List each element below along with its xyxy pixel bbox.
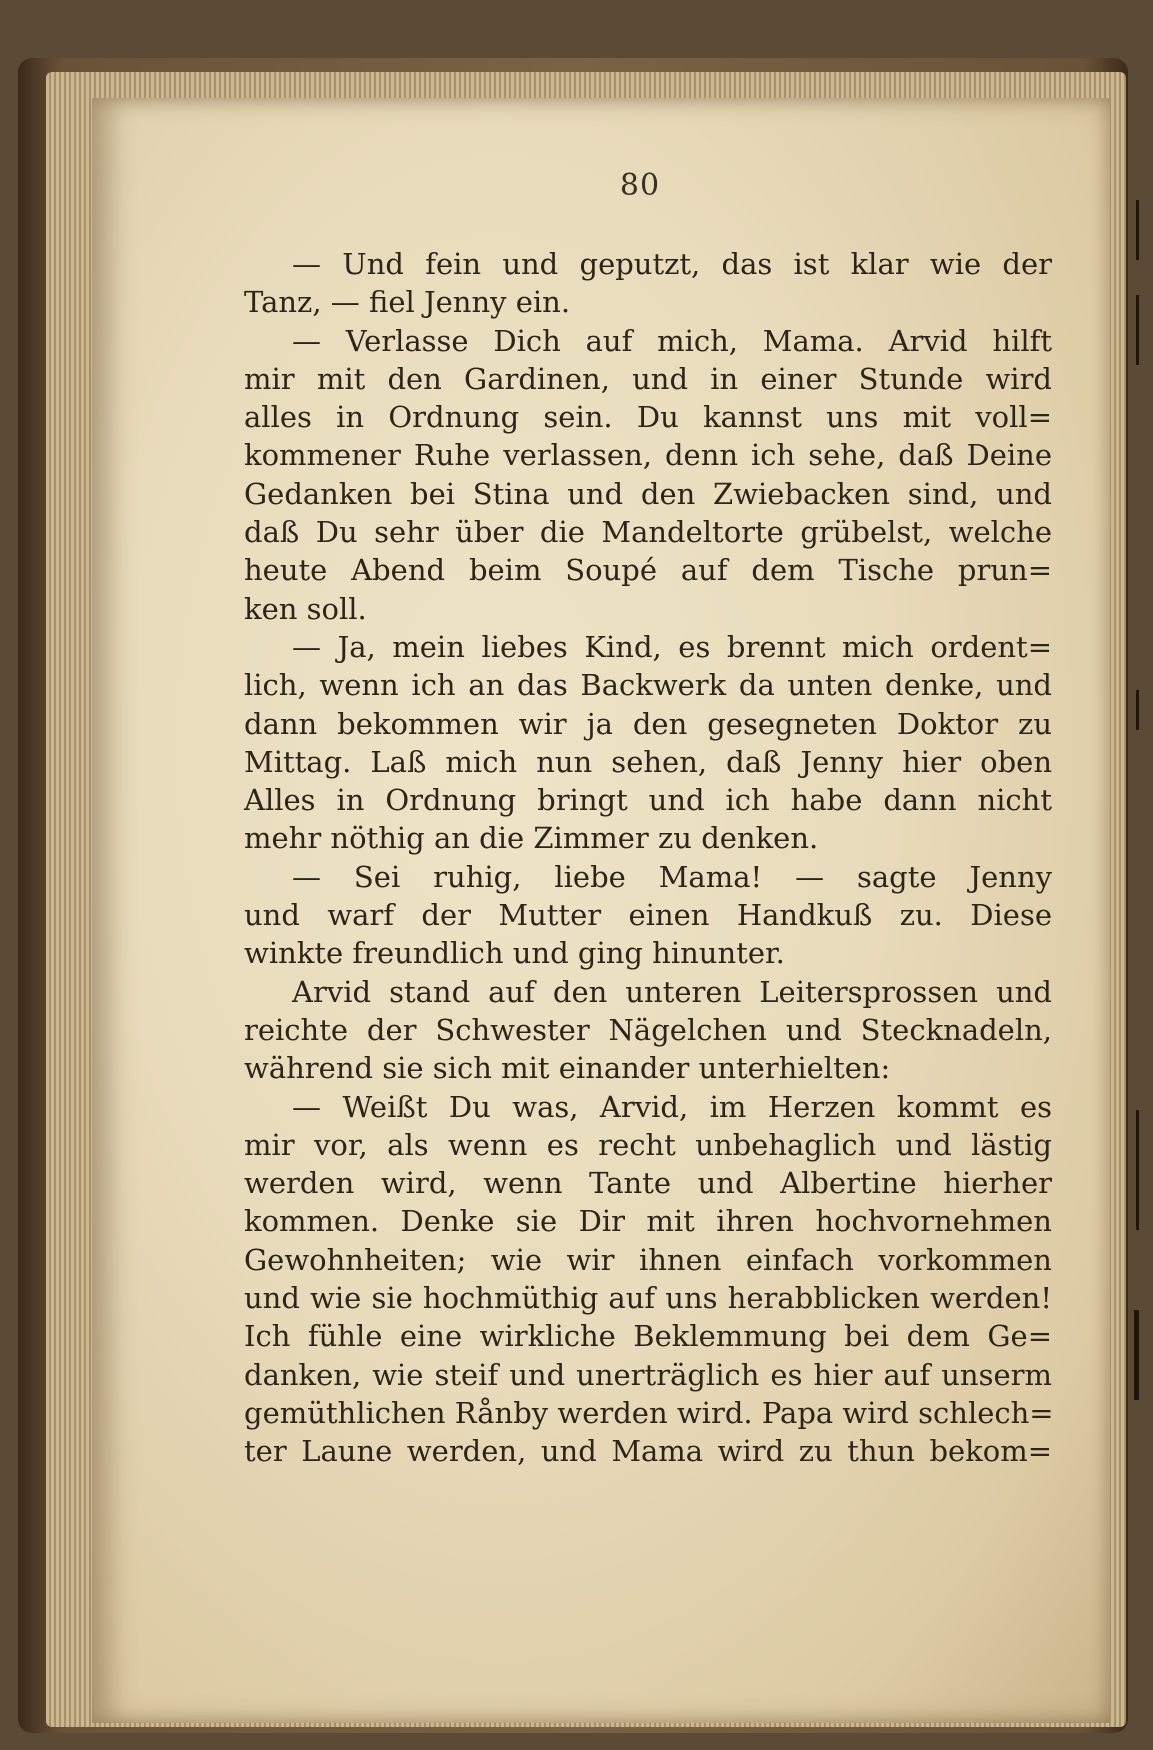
page-number: 80 xyxy=(619,168,661,203)
text-line: daß Du sehr über die Mandeltorte grübelst, welche xyxy=(244,515,1052,550)
text-line: mir vor, als wenn es recht unbehaglich und lästig xyxy=(244,1127,1052,1162)
text-line: während sie sich mit einander unterhielten: xyxy=(244,1051,891,1086)
edge-mark xyxy=(1136,690,1139,730)
text-line: — Und fein und geputzt, das ist klar wie der xyxy=(292,247,1052,281)
text-line: reichte der Schwester Nägelchen und Stecknadeln, xyxy=(244,1012,1052,1047)
text-line: — Weißt Du was, Arvid, im Herzen kommt es xyxy=(292,1089,1052,1124)
text-line: Alles in Ordnung bringt und ich habe dann nicht xyxy=(244,783,1052,818)
text-line: mehr nöthig an die Zimmer zu denken. xyxy=(244,821,819,856)
text-line: gemüthlichen Rånby werden wird. Papa wird schlech= xyxy=(244,1395,1054,1430)
text-line: alles in Ordnung sein. Du kannst uns mit voll= xyxy=(244,400,1052,435)
text-line: Gewohnheiten; wie wir ihnen einfach vorkommen xyxy=(244,1242,1052,1277)
text-line: und wie sie hochmüthig auf uns herabblicken werden! xyxy=(244,1281,1052,1316)
text-line: ken soll. xyxy=(244,591,367,626)
text-line: kommen. Denke sie Dir mit ihren hochvornehmen xyxy=(244,1204,1052,1239)
text-line: mir mit den Gardinen, und in einer Stunde wird xyxy=(244,361,1052,396)
edge-mark xyxy=(1136,200,1139,260)
text-line: ter Laune werden, und Mama wird zu thun bekom= xyxy=(244,1434,1052,1469)
edge-mark xyxy=(1134,1310,1139,1400)
text-line: Ich fühle eine wirkliche Beklemmung bei dem Ge= xyxy=(244,1319,1052,1354)
text-line: kommener Ruhe verlassen, denn ich sehe, daß Deine xyxy=(244,438,1052,473)
text-line: danken, wie steif und unerträglich es hier auf unserm xyxy=(244,1357,1052,1392)
text-line: — Verlasse Dich auf mich, Mama. Arvid hilft xyxy=(292,323,1052,358)
text-line: und warf der Mutter einen Handkuß zu. Diese xyxy=(244,898,1052,933)
text-line: Tanz, — fiel Jenny ein. xyxy=(244,285,571,320)
edge-mark xyxy=(1136,1110,1139,1230)
binding-edge-marks xyxy=(1119,200,1145,1500)
text-line: Arvid stand auf den unteren Leitersprossen und xyxy=(292,974,1052,1009)
text-line: dann bekommen wir ja den gesegneten Doktor zu xyxy=(244,706,1052,741)
text-line: — Sei ruhig, liebe Mama! — sagte Jenny xyxy=(292,859,1052,894)
text-line: werden wird, wenn Tante und Albertine hierher xyxy=(244,1166,1052,1201)
text-line: lich, wenn ich an das Backwerk da unten denke, und xyxy=(244,668,1052,703)
page-text xyxy=(244,245,1052,1471)
text-line: — Ja, mein liebes Kind, es brennt mich ordent= xyxy=(292,629,1052,664)
edge-mark xyxy=(1136,295,1139,365)
text-line: heute Abend beim Soupé auf dem Tische prun= xyxy=(244,553,1052,588)
text-line: winkte freundlich und ging hinunter. xyxy=(244,936,785,971)
text-line: Mittag. Laß mich nun sehen, daß Jenny hier oben xyxy=(244,744,1052,779)
text-line: Gedanken bei Stina und den Zwiebacken sind, und xyxy=(244,476,1052,511)
